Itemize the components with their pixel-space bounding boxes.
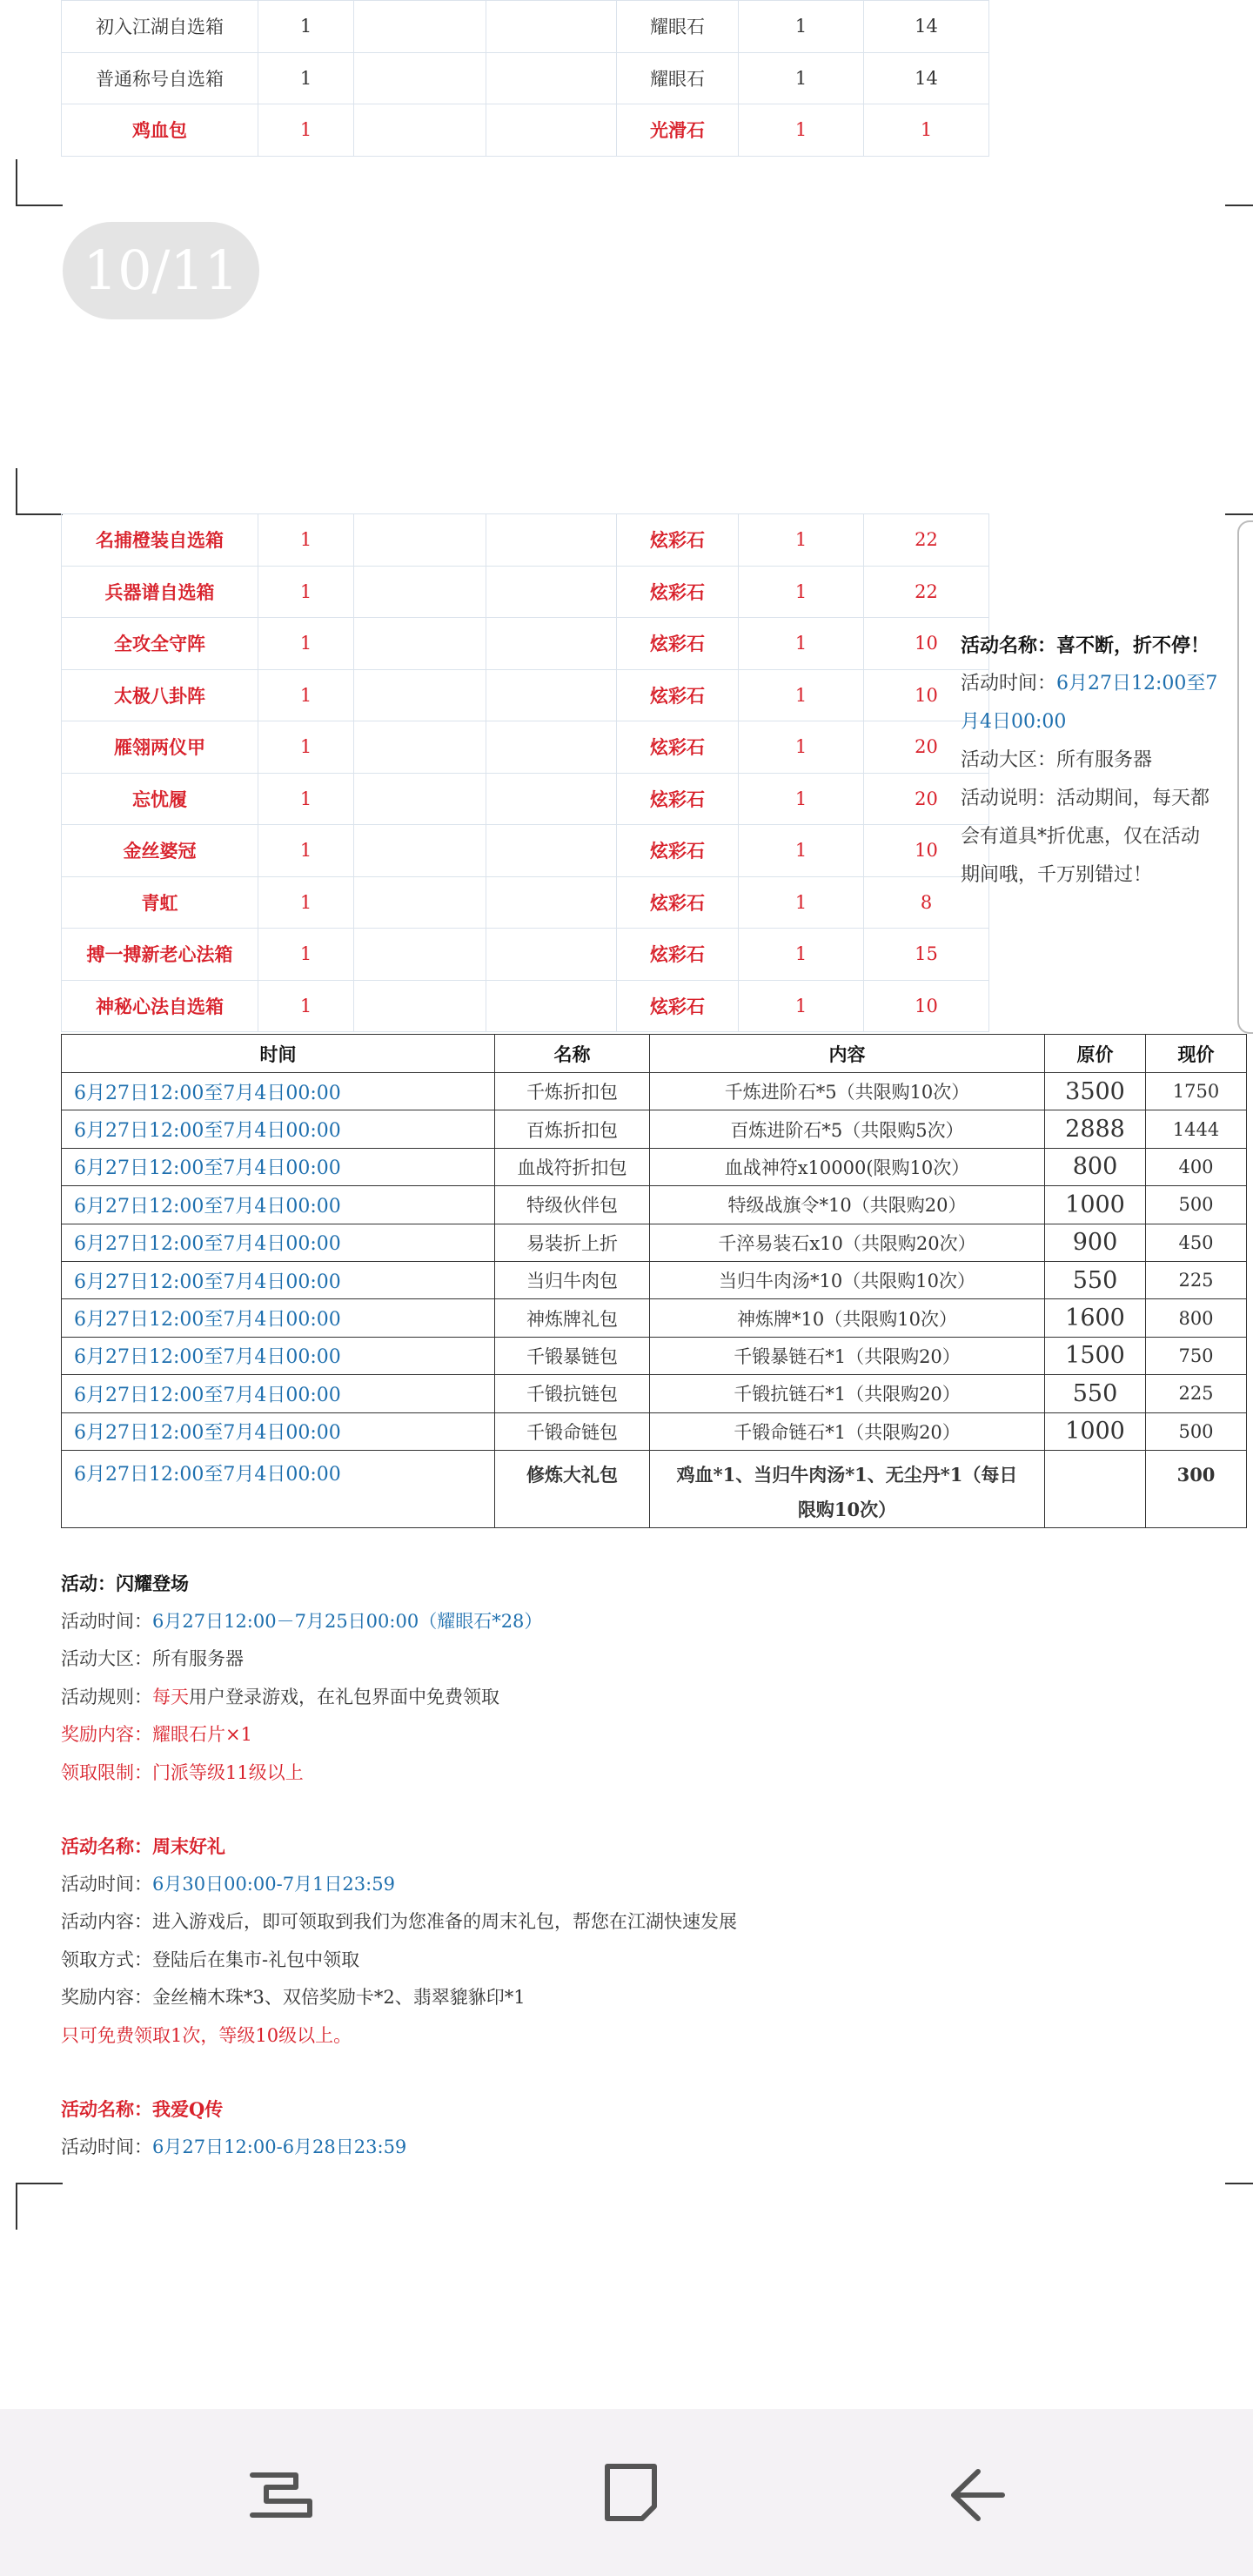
- row-time: 6月27日12:00至7月4日00:00: [62, 1186, 495, 1224]
- row-original-price: 1000: [1045, 1186, 1146, 1224]
- empty-cell: [354, 618, 486, 670]
- row-name: 神炼牌礼包: [495, 1299, 650, 1337]
- stone-count: 1: [739, 825, 864, 877]
- row-name: 百炼折扣包: [495, 1110, 650, 1148]
- stone-type: 炫彩石: [617, 929, 739, 981]
- table-row: [62, 876, 989, 929]
- event-limit: 领取限制：门派等级11级以上: [61, 1761, 304, 1783]
- stone-count: 1: [739, 669, 864, 721]
- table-row: [62, 1412, 1247, 1450]
- item-quantity: 1: [258, 980, 354, 1032]
- row-original-price: 550: [1045, 1375, 1146, 1412]
- item-quantity: 1: [258, 721, 354, 774]
- item-price: 10: [864, 618, 989, 670]
- empty-cell: [354, 514, 486, 567]
- item-name: 全攻全守阵: [62, 618, 258, 670]
- row-current-price: 225: [1146, 1261, 1247, 1298]
- side-note-desc-3: 期间哦，千万别错过！: [961, 864, 1153, 886]
- stone-count: 1: [739, 566, 864, 618]
- item-price: 22: [864, 514, 989, 567]
- stone-type: 炫彩石: [617, 618, 739, 670]
- row-time: 6月27日12:00至7月4日00:00: [62, 1148, 495, 1185]
- item-price: 22: [864, 566, 989, 618]
- stone-count: 1: [739, 980, 864, 1032]
- stone-type: 光滑石: [617, 104, 739, 157]
- event-i-love-q: [61, 2090, 406, 2166]
- row-current-price: 1750: [1146, 1073, 1247, 1110]
- header-original-price: 原价: [1045, 1035, 1146, 1073]
- item-price: 10: [864, 669, 989, 721]
- item-name: 初入江湖自选箱: [62, 1, 258, 53]
- table-row: [62, 1148, 1247, 1185]
- mid-item-table: [61, 513, 989, 1032]
- row-current-price: 500: [1146, 1186, 1247, 1224]
- item-name: 青虹: [62, 876, 258, 929]
- empty-cell: [354, 825, 486, 877]
- event-rule-label: 活动规则：: [61, 1686, 152, 1707]
- empty-cell: [354, 104, 486, 157]
- empty-cell: [354, 52, 486, 104]
- stone-type: 炫彩石: [617, 773, 739, 825]
- stone-type: 炫彩石: [617, 514, 739, 567]
- row-time: 6月27日12:00至7月4日00:00: [62, 1450, 495, 1527]
- item-name: 神秘心法自选箱: [62, 980, 258, 1032]
- stone-count: 1: [739, 1, 864, 53]
- row-time: 6月27日12:00至7月4日00:00: [62, 1073, 495, 1110]
- price-table: [61, 1034, 1247, 1528]
- row-content: 千炼进阶石*5（共限购10次）: [650, 1073, 1045, 1110]
- side-note-time-value: 6月27日12:00至7: [1056, 673, 1218, 694]
- crop-mark-top-right: [1225, 159, 1253, 206]
- event-limit: 只可免费领取1次，等级10级以上。: [61, 2024, 352, 2046]
- event-time-label: 活动时间：: [61, 2136, 152, 2157]
- empty-cell: [354, 566, 486, 618]
- row-current-price: 800: [1146, 1299, 1247, 1337]
- table-row: [62, 618, 989, 670]
- header-content: 内容: [650, 1035, 1045, 1073]
- empty-cell: [354, 876, 486, 929]
- row-current-price: 1444: [1146, 1110, 1247, 1148]
- crop-mark-top-left: [16, 159, 63, 206]
- empty-cell: [354, 1, 486, 53]
- item-quantity: 1: [258, 618, 354, 670]
- item-name: 雁翎两仪甲: [62, 721, 258, 774]
- row-original-price: 2888: [1045, 1110, 1146, 1148]
- event-time-label: 活动时间：: [61, 1873, 152, 1895]
- event-reward: 奖励内容：金丝楠木珠*3、双倍奖励卡*2、翡翠貔貅印*1: [61, 1987, 526, 2008]
- empty-cell: [354, 669, 486, 721]
- row-current-price: 750: [1146, 1337, 1247, 1374]
- event-time-value: 6月27日12:00-6月28日23:59: [152, 2136, 407, 2157]
- empty-cell: [486, 1, 617, 53]
- event-weekend-gift: [61, 1828, 737, 2055]
- item-price: 20: [864, 773, 989, 825]
- stone-type: 炫彩石: [617, 566, 739, 618]
- item-price: 1: [864, 104, 989, 157]
- item-quantity: 1: [258, 669, 354, 721]
- crop-mark-bottom-left: [16, 2183, 63, 2230]
- empty-cell: [354, 721, 486, 774]
- empty-cell: [354, 980, 486, 1032]
- row-name: 千炼折扣包: [495, 1073, 650, 1110]
- event-time-value: 6月30日00:00-7月1日23:59: [152, 1873, 395, 1895]
- item-quantity: 1: [258, 929, 354, 981]
- item-quantity: 1: [258, 825, 354, 877]
- side-note-time-value-2: 月4日00:00: [961, 711, 1067, 733]
- table-row: [62, 566, 989, 618]
- side-note-region: 活动大区：所有服务器: [961, 749, 1153, 771]
- top-item-table: [61, 0, 989, 157]
- item-quantity: 1: [258, 1, 354, 53]
- row-current-price: 225: [1146, 1375, 1247, 1412]
- row-name: 当归牛肉包: [495, 1261, 650, 1298]
- row-time: 6月27日12:00至7月4日00:00: [62, 1375, 495, 1412]
- row-name: 千锻命链包: [495, 1412, 650, 1450]
- row-content: 鸡血*1、当归牛肉汤*1、无尘丹*1（每日 限购10次）: [650, 1450, 1045, 1527]
- item-price: 14: [864, 52, 989, 104]
- row-content: 血战神符x10000(限购10次）: [650, 1148, 1045, 1185]
- table-row: [62, 52, 989, 104]
- recent-apps-icon[interactable]: [242, 2456, 320, 2534]
- crop-mark-top-right-2: [1225, 468, 1253, 515]
- page-indicator: 10/11: [63, 222, 259, 319]
- table-row: [62, 669, 989, 721]
- item-quantity: 1: [258, 52, 354, 104]
- item-price: 10: [864, 980, 989, 1032]
- event-rule-text: 用户登录游戏，在礼包界面中免费领取: [189, 1686, 499, 1707]
- row-content: 千锻命链石*1（共限购20）: [650, 1412, 1045, 1450]
- empty-cell: [354, 929, 486, 981]
- event-title: 活动：闪耀登场: [61, 1573, 189, 1594]
- row-time: 6月27日12:00至7月4日00:00: [62, 1261, 495, 1298]
- empty-cell: [486, 721, 617, 774]
- row-time: 6月27日12:00至7月4日00:00: [62, 1110, 495, 1148]
- event-title: 活动名称：周末好礼: [61, 1835, 225, 1857]
- item-price: 8: [864, 876, 989, 929]
- empty-cell: [354, 773, 486, 825]
- crop-mark-bottom-right: [1225, 2183, 1253, 2230]
- table-row: [62, 1450, 1247, 1527]
- empty-cell: [486, 773, 617, 825]
- side-note-title: 活动名称：喜不断，折不停！: [961, 634, 1210, 657]
- row-original-price: [1045, 1450, 1146, 1527]
- row-original-price: 550: [1045, 1261, 1146, 1298]
- event-region: 活动大区：所有服务器: [61, 1648, 244, 1669]
- table-row: [62, 1375, 1247, 1412]
- row-current-price: 500: [1146, 1412, 1247, 1450]
- item-name: 兵器谱自选箱: [62, 566, 258, 618]
- row-original-price: 900: [1045, 1224, 1146, 1261]
- table-row: [62, 1299, 1247, 1337]
- empty-cell: [486, 514, 617, 567]
- item-quantity: 1: [258, 773, 354, 825]
- table-row: [62, 1110, 1247, 1148]
- stone-count: 1: [739, 104, 864, 157]
- row-name: 千锻抗链包: [495, 1375, 650, 1412]
- event-title: 活动名称：我爱Q传: [61, 2098, 224, 2120]
- table-row: [62, 980, 989, 1032]
- item-price: 20: [864, 721, 989, 774]
- header-time: 时间: [62, 1035, 495, 1073]
- row-original-price: 3500: [1045, 1073, 1146, 1110]
- row-content: 千锻暴链石*1（共限购20）: [650, 1337, 1045, 1374]
- row-name: 特级伙伴包: [495, 1186, 650, 1224]
- stone-count: 1: [739, 773, 864, 825]
- row-content: 百炼进阶石*5（共限购5次）: [650, 1110, 1045, 1148]
- item-name: 太极八卦阵: [62, 669, 258, 721]
- item-price: 15: [864, 929, 989, 981]
- crop-mark-top-left-2: [16, 468, 63, 515]
- row-time: 6月27日12:00至7月4日00:00: [62, 1337, 495, 1374]
- event-time-value: 6月27日12:00－7月25日00:00（耀眼石*28）: [152, 1610, 543, 1632]
- stone-count: 1: [739, 721, 864, 774]
- item-name: 鸡血包: [62, 104, 258, 157]
- table-row: [62, 721, 989, 774]
- empty-cell: [486, 825, 617, 877]
- table-row: [62, 1261, 1247, 1298]
- header-current-price: 现价: [1146, 1035, 1247, 1073]
- event-time-label: 活动时间：: [61, 1610, 152, 1632]
- row-original-price: 1600: [1045, 1299, 1146, 1337]
- table-row: [62, 1073, 1247, 1110]
- empty-cell: [486, 876, 617, 929]
- back-icon[interactable]: [940, 2456, 1018, 2534]
- row-time: 6月27日12:00至7月4日00:00: [62, 1224, 495, 1261]
- row-current-price: 450: [1146, 1224, 1247, 1261]
- side-note-time-label: 活动时间：: [961, 673, 1057, 694]
- item-name: 普通称号自选箱: [62, 52, 258, 104]
- table-row: [62, 1337, 1247, 1374]
- table-row: [62, 825, 989, 877]
- header-name: 名称: [495, 1035, 650, 1073]
- row-name: 修炼大礼包: [495, 1450, 650, 1527]
- stone-type: 炫彩石: [617, 721, 739, 774]
- row-content: 千锻抗链石*1（共限购20）: [650, 1375, 1045, 1412]
- item-quantity: 1: [258, 104, 354, 157]
- side-note-desc-2: 会有道具*折优惠，仅在活动: [961, 826, 1201, 848]
- item-name: 金丝婆冠: [62, 825, 258, 877]
- price-table-header: [62, 1035, 1247, 1073]
- stone-type: 炫彩石: [617, 876, 739, 929]
- row-original-price: 1000: [1045, 1412, 1146, 1450]
- empty-cell: [486, 980, 617, 1032]
- empty-cell: [486, 669, 617, 721]
- empty-cell: [486, 104, 617, 157]
- table-row: [62, 1224, 1247, 1261]
- stone-count: 1: [739, 618, 864, 670]
- row-original-price: 1500: [1045, 1337, 1146, 1374]
- stone-type: 炫彩石: [617, 825, 739, 877]
- event-reward: 奖励内容：耀眼石片×1: [61, 1724, 252, 1745]
- stone-count: 1: [739, 52, 864, 104]
- row-content: 当归牛肉汤*10（共限购10次）: [650, 1261, 1045, 1298]
- stone-count: 1: [739, 929, 864, 981]
- item-quantity: 1: [258, 876, 354, 929]
- row-current-price: 300: [1146, 1450, 1247, 1527]
- event-content: 活动内容：进入游戏后，即可领取到我们为您准备的周末礼包，帮您在江湖快速发展: [61, 1911, 737, 1932]
- event-method: 领取方式：登陆后在集市-礼包中领取: [61, 1949, 360, 1970]
- item-price: 14: [864, 1, 989, 53]
- stone-type: 炫彩石: [617, 669, 739, 721]
- stone-type: 耀眼石: [617, 52, 739, 104]
- row-name: 千锻暴链包: [495, 1337, 650, 1374]
- row-content: 千淬易装石x10（共限购20次）: [650, 1224, 1045, 1261]
- row-content: 特级战旗令*10（共限购20）: [650, 1186, 1045, 1224]
- table-row: [62, 929, 989, 981]
- row-time: 6月27日12:00至7月4日00:00: [62, 1299, 495, 1337]
- event-shining-debut: [61, 1565, 542, 1792]
- side-note: [961, 627, 1230, 895]
- row-current-price: 400: [1146, 1148, 1247, 1185]
- row-time: 6月27日12:00至7月4日00:00: [62, 1412, 495, 1450]
- comment-bracket: [1237, 520, 1253, 1034]
- row-original-price: 800: [1045, 1148, 1146, 1185]
- table-row: [62, 514, 989, 567]
- item-quantity: 1: [258, 566, 354, 618]
- table-row: [62, 104, 989, 157]
- item-quantity: 1: [258, 514, 354, 567]
- item-price: 10: [864, 825, 989, 877]
- row-name: 血战符折扣包: [495, 1148, 650, 1185]
- table-row: [62, 1186, 1247, 1224]
- table-row: [62, 773, 989, 825]
- row-name: 易装折上折: [495, 1224, 650, 1261]
- home-icon[interactable]: [592, 2456, 670, 2534]
- empty-cell: [486, 566, 617, 618]
- table-row: [62, 1, 989, 53]
- side-note-desc-1: 活动说明：活动期间，每天都: [961, 788, 1210, 809]
- empty-cell: [486, 52, 617, 104]
- row-content: 神炼牌*10（共限购10次）: [650, 1299, 1045, 1337]
- stone-count: 1: [739, 876, 864, 929]
- item-name: 忘忧履: [62, 773, 258, 825]
- empty-cell: [486, 618, 617, 670]
- stone-type: 炫彩石: [617, 980, 739, 1032]
- stone-type: 耀眼石: [617, 1, 739, 53]
- item-name: 名捕橙装自选箱: [62, 514, 258, 567]
- stone-count: 1: [739, 514, 864, 567]
- empty-cell: [486, 929, 617, 981]
- event-rule-highlight: 每天: [152, 1686, 189, 1707]
- item-name: 搏一搏新老心法箱: [62, 929, 258, 981]
